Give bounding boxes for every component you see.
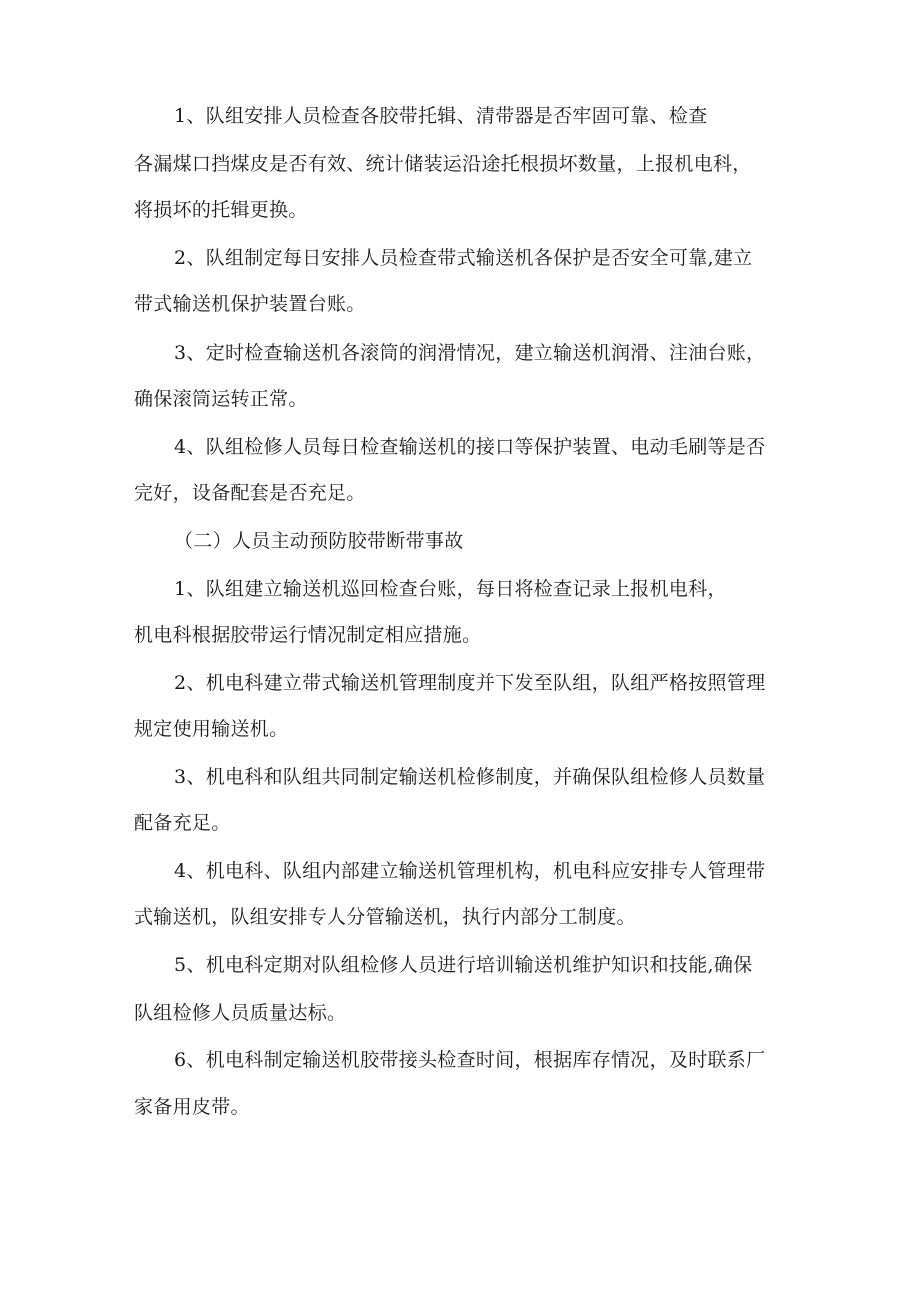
paragraph-8-line-2: 式输送机，队组安排专人分管输送机，执行内部分工制度。: [134, 906, 636, 928]
paragraph-8-line-1: 4、机电科、队组内部建立输送机管理机构，机电科应安排专人管理带: [174, 860, 766, 882]
paragraph-9-line-1: 5、机电科定期对队组检修人员进行培训输送机维护知识和技能,确保: [174, 954, 753, 976]
paragraph-1-line-2: 各漏煤口挡煤皮是否有效、统计储装运沿途托根损坏数量，上报机电科，: [134, 153, 752, 175]
paragraph-3-line-1: 3、定时检查输送机各滚筒的润滑情况，建立输送机润滑、注油台账，: [174, 342, 766, 364]
paragraph-7-line-2: 配备充足。: [134, 812, 231, 834]
paragraph-10-line-2: 家备用皮带。: [134, 1096, 250, 1118]
section-heading: （二）人员主动预防胶带断带事故: [174, 530, 464, 552]
paragraph-5-line-1: 1、队组建立输送机巡回检查台账，每日将检查记录上报机电科，: [174, 578, 727, 600]
paragraph-6-line-2: 规定使用输送机。: [134, 718, 289, 740]
paragraph-6-line-1: 2、机电科建立带式输送机管理制度并下发至队组，队组严格按照管理: [174, 672, 766, 694]
paragraph-7-line-1: 3、机电科和队组共同制定输送机检修制度，并确保队组检修人员数量: [174, 766, 766, 788]
paragraph-2-line-2: 带式输送机保护装置台账。: [134, 293, 366, 315]
paragraph-10-line-1: 6、机电科制定输送机胶带接头检查时间，根据库存情况，及时联系厂: [174, 1049, 766, 1071]
paragraph-4-line-2: 完好，设备配套是否充足。: [134, 482, 366, 504]
paragraph-5-line-2: 机电科根据胶带运行情况制定相应措施。: [134, 624, 482, 646]
paragraph-9-line-2: 队组检修人员质量达标。: [134, 1002, 347, 1024]
paragraph-4-line-1: 4、队组检修人员每日检查输送机的接口等保护装置、电动毛刷等是否: [174, 436, 766, 458]
paragraph-3-line-2: 确保滚筒运转正常。: [134, 388, 308, 410]
paragraph-2-line-1: 2、队组制定每日安排人员检查带式输送机各保护是否安全可靠,建立: [174, 247, 753, 269]
paragraph-1-line-1: 1、队组安排人员检查各胶带托辑、清带器是否牢固可靠、检查: [174, 105, 708, 127]
paragraph-1-line-3: 将损坏的托辑更换。: [134, 199, 308, 221]
